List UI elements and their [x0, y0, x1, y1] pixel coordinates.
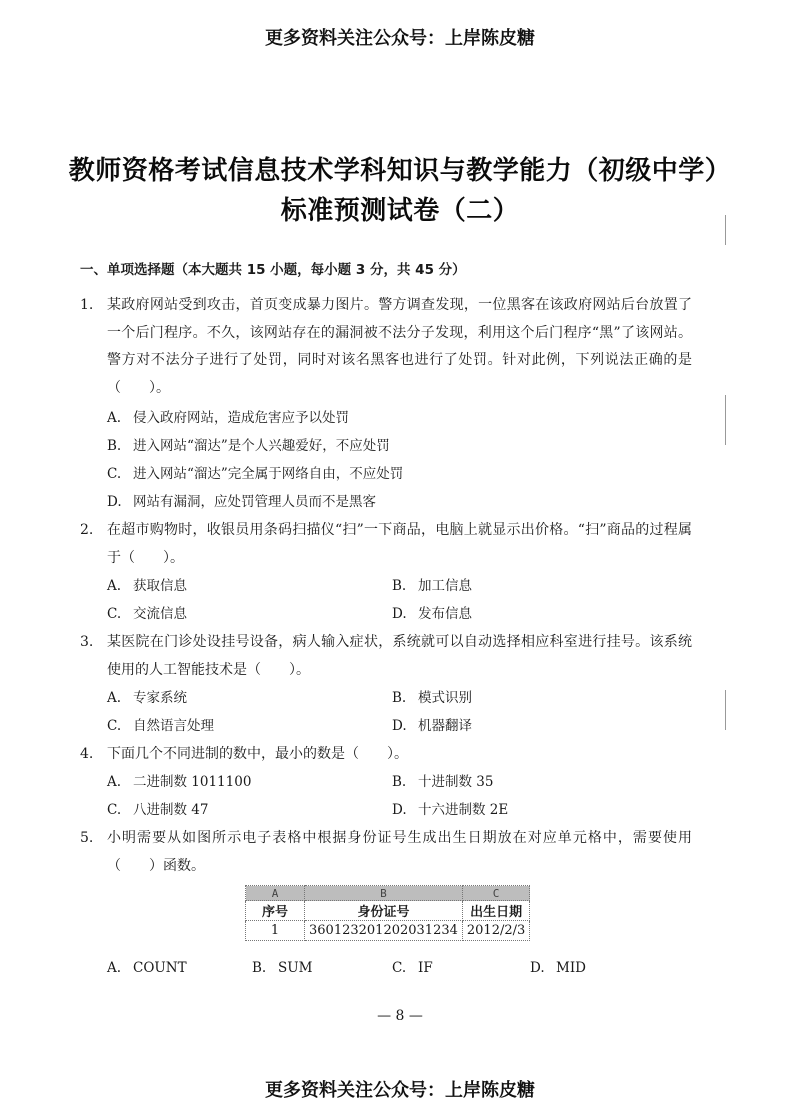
header-cell: 身份证号 [305, 901, 463, 921]
option-c [107, 604, 187, 624]
option-a [107, 688, 187, 708]
option-d [392, 716, 472, 736]
option-c [392, 958, 433, 978]
option-letter: A. [107, 410, 122, 426]
table-cell: 1 [246, 921, 305, 941]
page-number: — 8 — [377, 1008, 423, 1024]
option-text: 网站有漏洞，应处罚管理人员而不是黑客 [133, 494, 376, 510]
option-text: 专家系统 [133, 690, 187, 706]
table-row [246, 921, 530, 941]
option-d [107, 492, 376, 512]
option-text: SUM [278, 960, 313, 976]
option-text: 加工信息 [418, 578, 472, 594]
header-cell: 出生日期 [462, 901, 529, 921]
scan-margin-mark [725, 215, 726, 245]
spreadsheet-figure [245, 885, 530, 941]
question-stem: 小明需要从如图所示电子表格中根据身份证号生成出生日期放在对应单元格中，需要使用（ ）函数。 [107, 830, 692, 874]
question-stem: 在超市购物时，收银员用条码扫描仪“扫”一下商品，电脑上就显示出价格。“扫”商品的过程属于（ ）。 [107, 522, 692, 566]
question-stem: 某医院在门诊处设挂号设备，病人输入症状，系统就可以自动选择相应科室进行挂号。该系统使用的人工智能技术是（ ）。 [107, 634, 692, 678]
option-b [107, 436, 390, 456]
question-number: 3. [80, 634, 94, 650]
scan-margin-mark [725, 690, 726, 730]
exam-title: 教师资格考试信息技术学科知识与教学能力（初级中学） [68, 156, 732, 186]
option-b [392, 576, 472, 596]
option-letter: A. [107, 774, 122, 790]
footer-watermark-note: 更多资料关注公众号：上岸陈皮糖 [265, 1080, 535, 1101]
column-letter-row [246, 886, 530, 901]
option-c [107, 716, 214, 736]
option-text: 自然语言处理 [133, 718, 214, 734]
option-a [107, 408, 349, 428]
option-d [392, 604, 472, 624]
option-text: 八进制数 47 [133, 802, 209, 818]
question-5 [80, 825, 692, 880]
section-heading: 一、单项选择题（本大题共 15 小题，每小题 3 分，共 45 分） [80, 262, 466, 278]
header-cell: 序号 [246, 901, 305, 921]
option-text: 十进制数 35 [418, 774, 494, 790]
option-text: COUNT [133, 960, 187, 976]
column-letter: C [462, 886, 529, 901]
question-4 [80, 741, 692, 769]
header-row [246, 901, 530, 921]
option-text: 侵入政府网站，造成危害应予以处罚 [133, 410, 349, 426]
option-letter: A. [107, 690, 122, 706]
option-text: IF [418, 960, 433, 976]
option-letter: D. [392, 718, 407, 734]
option-c [107, 800, 208, 820]
option-c [107, 464, 403, 484]
question-1 [80, 292, 692, 402]
option-letter: C. [392, 960, 407, 976]
option-letter: A. [107, 960, 122, 976]
option-a [107, 576, 187, 596]
option-letter: D. [107, 494, 122, 510]
question-2 [80, 517, 692, 572]
option-letter: B. [107, 438, 122, 454]
question-number: 1. [80, 297, 94, 313]
option-text: 机器翻译 [418, 718, 472, 734]
question-number: 5. [80, 830, 94, 846]
option-letter: B. [252, 960, 267, 976]
header-watermark-note: 更多资料关注公众号：上岸陈皮糖 [265, 28, 535, 49]
option-letter: B. [392, 774, 407, 790]
column-letter: B [305, 886, 463, 901]
option-text: 获取信息 [133, 578, 187, 594]
option-letter: B. [392, 690, 407, 706]
option-letter: D. [392, 802, 407, 818]
table-cell: 2012/2/3 [462, 921, 529, 941]
question-stem: 下面几个不同进制的数中，最小的数是（ ）。 [107, 746, 408, 762]
option-text: 交流信息 [133, 606, 187, 622]
question-number: 4. [80, 746, 94, 762]
column-letter: A [246, 886, 305, 901]
table-cell: 360123201202031234 [305, 921, 463, 941]
option-text: 发布信息 [418, 606, 472, 622]
option-letter: A. [107, 578, 122, 594]
option-letter: D. [392, 606, 407, 622]
option-letter: C. [107, 802, 122, 818]
option-text: 模式识别 [418, 690, 472, 706]
question-3 [80, 629, 692, 684]
question-number: 2. [80, 522, 94, 538]
option-b [252, 958, 312, 978]
option-letter: C. [107, 606, 122, 622]
option-a [107, 958, 187, 978]
scan-margin-mark [725, 395, 726, 445]
option-b [392, 688, 472, 708]
option-letter: C. [107, 718, 122, 734]
option-a [107, 772, 251, 792]
exam-subtitle: 标准预测试卷（二） [280, 196, 520, 226]
question-stem: 某政府网站受到攻击，首页变成暴力图片。警方调查发现，一位黑客在该政府网站后台放置了一个后门程序。不久，该网站存在的漏洞被不法分子发现，利用这个后门程序“黑”了该网站。警方对不法分子进行了处罚，同时对该名黑客也进行了处罚。针对此例，下列说法正确的是（ ）。 [107, 297, 692, 396]
option-text: 进入网站“溜达”完全属于网络自由，不应处罚 [133, 466, 404, 482]
option-d [530, 958, 586, 978]
option-text: MID [556, 960, 586, 976]
option-letter: B. [392, 578, 407, 594]
option-text: 二进制数 1011100 [133, 774, 252, 790]
option-letter: C. [107, 466, 122, 482]
option-b [392, 772, 493, 792]
option-letter: D. [530, 960, 545, 976]
option-text: 十六进制数 2E [418, 802, 509, 818]
option-d [392, 800, 508, 820]
option-text: 进入网站“溜达”是个人兴趣爱好，不应处罚 [133, 438, 390, 454]
